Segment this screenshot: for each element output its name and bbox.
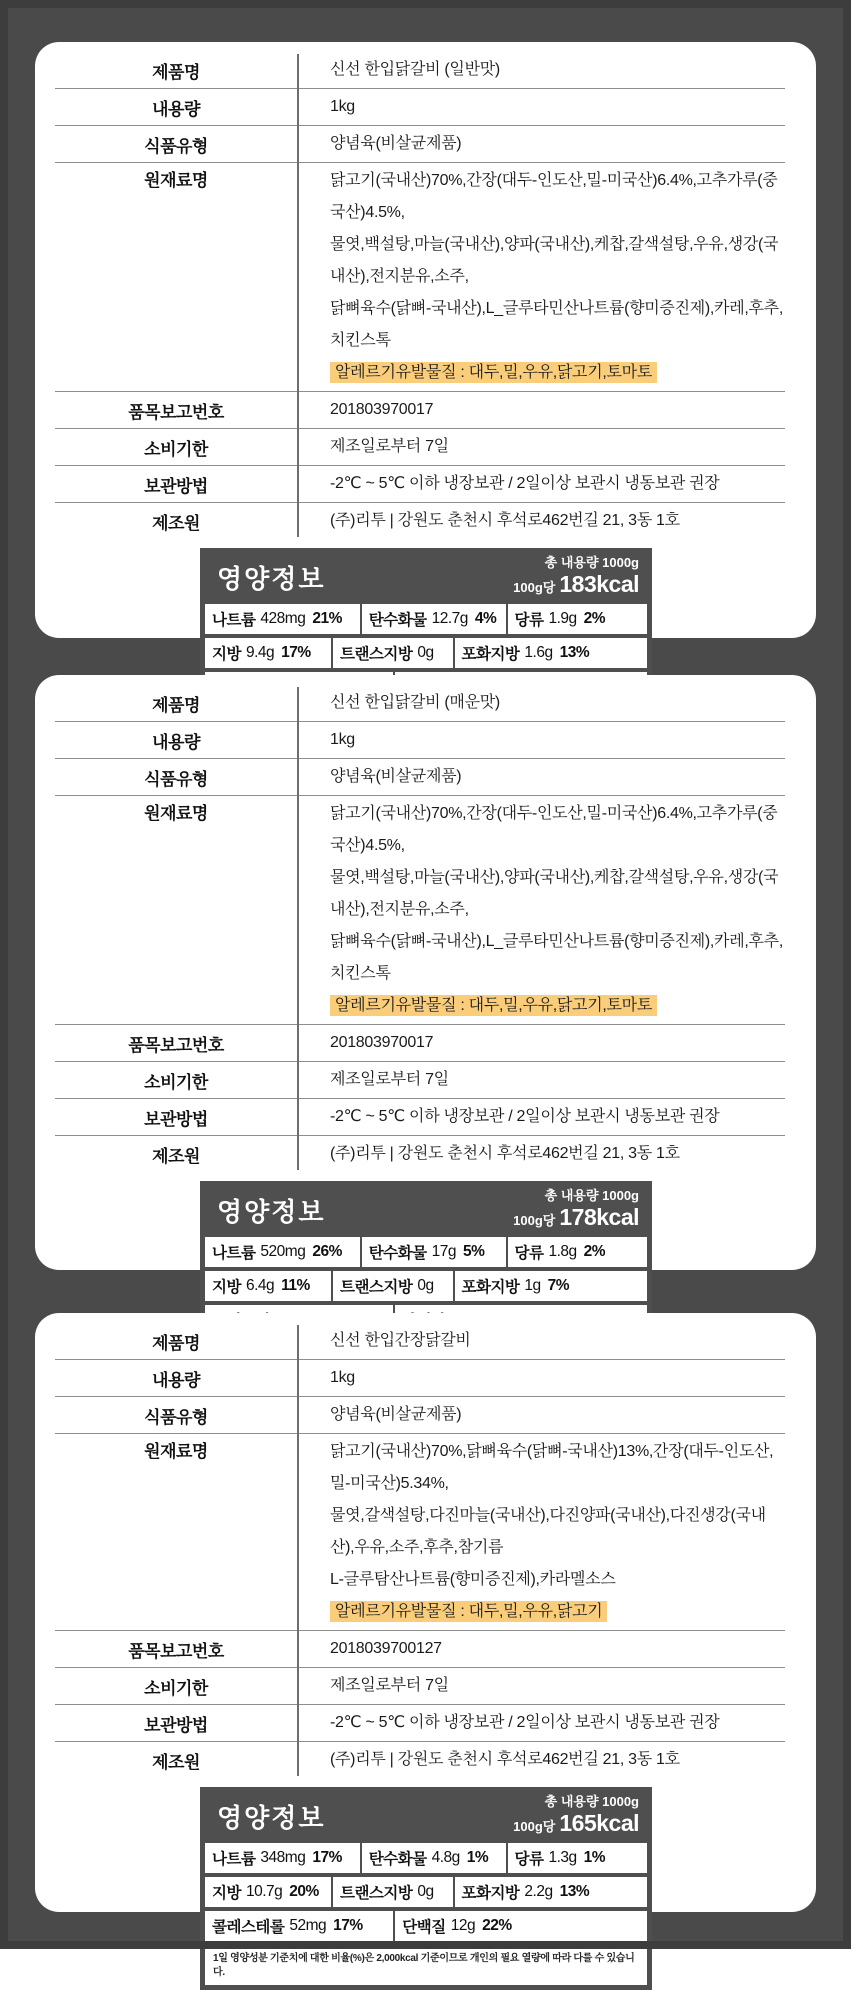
row-label: 제품명 <box>152 695 200 715</box>
row-label: 내용량 <box>152 99 200 119</box>
nutrient-name: 트랜스지방 <box>339 646 413 663</box>
row-value-line: 물엿,백설탕,마늘(국내산),양파(국내산),케찹,갈색설탕,우유,생강(국내산),전지분유,소주, <box>330 869 779 918</box>
nutrition-header <box>205 1787 647 1843</box>
nutrition-footnote: 1일 영양성분 기준치에 대한 비율(%)은 2,000kcal 기준이므로 개인의 필요 열량에 따라 다를 수 있습니다. <box>205 1946 647 1985</box>
row-value-line: 물엿,갈색설탕,다진마늘(국내산),다진양파(국내산),다진생강(국내산),우유,소주,후추,참기름 <box>330 1507 766 1556</box>
row-value <box>297 1707 785 1739</box>
nutrition-cell <box>331 1877 453 1907</box>
info-row <box>55 163 785 392</box>
info-table <box>55 685 785 1172</box>
info-row <box>55 722 785 759</box>
row-label: 제품명 <box>152 1333 200 1353</box>
nutrition-kcal-line <box>513 571 639 597</box>
row-value <box>297 1362 785 1394</box>
nutrient-amount: 17g <box>431 1243 456 1260</box>
nutrient-amount: 1.9g <box>548 610 577 627</box>
nutrition-row <box>205 1911 647 1941</box>
nutrition-cell <box>360 1237 506 1267</box>
nutrient-percent: 1% <box>466 1849 489 1866</box>
row-value-line: (주)리투 | 강원도 춘천시 후석로462번길 21, 3동 1호 <box>330 1145 680 1162</box>
nutrition-per-label: 100g당 <box>513 580 556 596</box>
info-table <box>55 1323 785 1778</box>
row-value-line: 양념육(비살균제품) <box>330 768 462 785</box>
nutrition-row <box>205 1843 647 1873</box>
info-table <box>55 52 785 539</box>
nutrition-summary <box>513 1795 639 1836</box>
nutrient-percent: 26% <box>312 1243 342 1260</box>
row-value-line: -2℃ ~ 5℃ 이하 냉장보관 / 2일이상 보관시 냉동보관 권장 <box>330 1714 720 1731</box>
nutrient-amount: 428mg <box>260 610 306 627</box>
info-row <box>55 1397 785 1434</box>
nutrient-name: 단백질 <box>402 1919 446 1936</box>
nutrition-cell <box>506 1237 647 1267</box>
row-value-line: -2℃ ~ 5℃ 이하 냉장보관 / 2일이상 보관시 냉동보관 권장 <box>330 475 720 492</box>
row-label: 원재료명 <box>144 171 208 190</box>
nutrient-amount: 1.3g <box>548 1849 577 1866</box>
info-row <box>55 1062 785 1099</box>
row-value-line: 201803970017 <box>330 401 434 418</box>
nutrient-name: 트랜스지방 <box>339 1279 413 1296</box>
nutrition-row <box>205 1237 647 1267</box>
info-row <box>55 466 785 503</box>
info-row <box>55 503 785 539</box>
nutrient-name: 탄수화물 <box>368 1851 427 1868</box>
nutrient-percent: 2% <box>583 1243 606 1260</box>
row-label: 제조원 <box>152 1146 200 1166</box>
row-label: 제조원 <box>152 513 200 533</box>
allergen-line <box>330 1596 785 1628</box>
nutrition-row <box>205 1271 647 1301</box>
info-row <box>55 126 785 163</box>
row-value-line: 제조일로부터 7일 <box>330 1677 449 1694</box>
nutrient-name: 나트륨 <box>212 612 256 629</box>
row-label: 제조원 <box>152 1752 200 1772</box>
nutrition-per-label: 100g당 <box>513 1819 556 1835</box>
nutrient-amount: 10.7g <box>245 1883 283 1900</box>
row-value-line: 201803970017 <box>330 1034 434 1051</box>
nutrient-percent: 21% <box>312 610 342 627</box>
nutrition-cell <box>360 604 506 634</box>
row-value-line: 1kg <box>330 1369 355 1386</box>
row-label: 소비기한 <box>144 1072 208 1092</box>
row-value <box>297 1027 785 1059</box>
nutrition-kcal-line <box>513 1204 639 1230</box>
nutrition-total-amount: 총 내용량 1000g <box>544 1794 639 1810</box>
nutrient-amount: 12g <box>450 1917 476 1934</box>
nutrition-cell <box>205 1877 331 1907</box>
nutrient-name: 콜레스테롤 <box>212 1919 285 1936</box>
info-row <box>55 1742 785 1778</box>
row-value-line: 물엿,백설탕,마늘(국내산),양파(국내산),케찹,갈색설탕,우유,생강(국내산),전지분유,소주, <box>330 236 779 285</box>
row-value <box>297 1064 785 1096</box>
nutrition-total-amount: 총 내용량 1000g <box>544 1188 639 1204</box>
row-value <box>297 165 785 389</box>
row-label: 보관방법 <box>144 476 208 496</box>
row-label: 원재료명 <box>144 1442 208 1461</box>
row-value <box>297 1670 785 1702</box>
nutrition-cell <box>453 1271 647 1301</box>
row-value <box>297 1633 785 1665</box>
nutrient-percent: 20% <box>289 1883 319 1900</box>
row-value-line: -2℃ ~ 5℃ 이하 냉장보관 / 2일이상 보관시 냉동보관 권장 <box>330 1108 720 1125</box>
row-value <box>297 724 785 756</box>
nutrient-percent: 13% <box>559 644 590 661</box>
nutrition-kcal: 183kcal <box>559 571 639 598</box>
row-value <box>297 798 785 1022</box>
nutrient-name: 나트륨 <box>212 1245 256 1262</box>
nutrient-amount: 1.6g <box>524 644 553 661</box>
nutrient-percent: 17% <box>281 644 311 661</box>
info-row <box>55 796 785 1025</box>
nutrient-amount: 4.8g <box>431 1849 460 1866</box>
nutrition-summary <box>513 556 639 597</box>
info-row <box>55 1705 785 1742</box>
nutrient-name: 지방 <box>212 1279 241 1296</box>
nutrient-amount: 520mg <box>260 1243 306 1260</box>
row-value-line: 신선 한입닭갈비 (매운맛) <box>330 694 500 711</box>
row-value-line: 제조일로부터 7일 <box>330 438 449 455</box>
info-row <box>55 759 785 796</box>
row-value <box>297 1325 785 1357</box>
row-label: 식품유형 <box>144 769 208 789</box>
row-label: 식품유형 <box>144 136 208 156</box>
info-row <box>55 52 785 89</box>
nutrient-name: 포화지방 <box>461 646 520 663</box>
nutrient-amount: 2.2g <box>524 1883 553 1900</box>
row-value-line: 닭고기(국내산)70%,닭뼈육수(닭뼈-국내산)13%,간장(대두-인도산,밀-미국산)5.34%, <box>330 1443 774 1492</box>
nutrient-name: 탄수화물 <box>368 1245 427 1262</box>
nutrient-amount: 0g <box>417 644 434 661</box>
nutrition-cell <box>453 1877 647 1907</box>
nutrition-cell <box>205 604 360 634</box>
product-info-card <box>35 1313 816 1978</box>
allergen-line <box>330 990 785 1022</box>
nutrient-name: 지방 <box>212 1885 241 1902</box>
nutrition-header <box>205 1181 647 1237</box>
row-value-line: 닭고기(국내산)70%,간장(대두-인도산,밀-미국산)6.4%,고추가루(중국산)4.5%, <box>330 172 778 221</box>
nutrient-name: 지방 <box>212 646 241 663</box>
nutrition-title: 영양정보 <box>217 563 326 594</box>
nutrient-percent: 11% <box>281 1277 310 1294</box>
row-label: 소비기한 <box>144 439 208 459</box>
nutrition-table <box>205 1843 647 1941</box>
product-info-card <box>35 42 816 663</box>
row-value-line: 1kg <box>330 731 355 748</box>
nutrition-kcal: 165kcal <box>559 1810 639 1837</box>
row-value <box>297 128 785 160</box>
nutrient-name: 당류 <box>514 1851 544 1868</box>
nutrition-cell <box>205 1271 331 1301</box>
allergen-highlight: 알레르기유발물질 : 대두,밀,우유,닭고기,토마토 <box>330 995 657 1016</box>
row-label: 내용량 <box>152 732 200 752</box>
nutrition-cell <box>453 638 647 668</box>
row-value-line: 닭뼈육수(닭뼈-국내산),L_글루타민산나트륨(향미증진제),카레,후추,치킨스톡 <box>330 933 783 982</box>
nutrient-amount: 0g <box>417 1277 434 1294</box>
info-row <box>55 1025 785 1062</box>
info-row <box>55 1360 785 1397</box>
row-value <box>297 91 785 123</box>
nutrition-cell <box>205 1237 360 1267</box>
info-row <box>55 1631 785 1668</box>
row-value <box>297 1436 785 1628</box>
row-label: 소비기한 <box>144 1678 208 1698</box>
nutrient-name: 탄수화물 <box>368 612 427 629</box>
row-value-line: 신선 한입간장닭갈비 <box>330 1332 471 1349</box>
info-row <box>55 1668 785 1705</box>
nutrition-kcal: 178kcal <box>559 1204 639 1231</box>
nutrient-amount: 52mg <box>289 1917 327 1934</box>
nutrient-amount: 1g <box>524 1277 541 1294</box>
nutrient-name: 포화지방 <box>461 1885 520 1902</box>
nutrient-percent: 13% <box>559 1883 590 1900</box>
row-label: 품목보고번호 <box>128 1035 224 1055</box>
nutrient-name: 나트륨 <box>212 1851 256 1868</box>
info-row <box>55 1323 785 1360</box>
nutrition-row <box>205 638 647 668</box>
row-value <box>297 54 785 86</box>
info-row <box>55 429 785 466</box>
row-value <box>297 1138 785 1170</box>
nutrition-row <box>205 604 647 634</box>
nutrient-amount: 6.4g <box>245 1277 275 1294</box>
allergen-highlight: 알레르기유발물질 : 대두,밀,우유,닭고기 <box>330 1601 607 1622</box>
nutrient-percent: 1% <box>583 1849 606 1866</box>
nutrient-amount: 1.8g <box>548 1243 577 1260</box>
nutrition-cell <box>205 1911 393 1941</box>
info-row <box>55 1434 785 1631</box>
nutrition-header <box>205 548 647 604</box>
nutrient-amount: 0g <box>417 1883 434 1900</box>
row-value <box>297 1101 785 1133</box>
nutrition-cell <box>205 638 331 668</box>
nutrient-percent: 5% <box>462 1243 485 1260</box>
allergen-line <box>330 357 785 389</box>
nutrient-amount: 348mg <box>260 1849 306 1866</box>
row-value-line: (주)리투 | 강원도 춘천시 후석로462번길 21, 3동 1호 <box>330 512 680 529</box>
nutrition-row <box>205 1877 647 1907</box>
nutrition-cell <box>331 638 453 668</box>
row-label: 내용량 <box>152 1370 200 1390</box>
row-value-line: 양념육(비살균제품) <box>330 1406 462 1423</box>
row-label: 식품유형 <box>144 1407 208 1427</box>
row-label: 보관방법 <box>144 1715 208 1735</box>
row-label: 원재료명 <box>144 804 208 823</box>
info-row <box>55 1136 785 1172</box>
nutrient-name: 포화지방 <box>461 1279 520 1296</box>
nutrition-title: 영양정보 <box>217 1802 326 1833</box>
row-value-line: L-글루탐산나트륨(향미증진제),카라멜소스 <box>330 1571 616 1588</box>
row-value-line: 제조일로부터 7일 <box>330 1071 449 1088</box>
row-value-line: (주)리투 | 강원도 춘천시 후석로462번길 21, 3동 1호 <box>330 1751 680 1768</box>
row-value <box>297 1744 785 1776</box>
nutrition-cell <box>506 1843 647 1873</box>
row-value <box>297 394 785 426</box>
nutrient-percent: 17% <box>333 1917 363 1934</box>
row-value <box>297 761 785 793</box>
info-row <box>55 392 785 429</box>
nutrient-percent: 7% <box>547 1277 570 1294</box>
nutrition-cell <box>205 1843 360 1873</box>
info-row <box>55 1099 785 1136</box>
nutrition-total-amount: 총 내용량 1000g <box>544 555 639 571</box>
nutrition-summary <box>513 1189 639 1230</box>
row-value <box>297 687 785 719</box>
nutrition-kcal-line <box>513 1810 639 1836</box>
row-value <box>297 468 785 500</box>
allergen-highlight: 알레르기유발물질 : 대두,밀,우유,닭고기,토마토 <box>330 362 657 383</box>
row-value-line: 양념육(비살균제품) <box>330 135 462 152</box>
product-info-card <box>35 675 816 1296</box>
nutrient-name: 트랜스지방 <box>339 1885 413 1902</box>
row-value-line: 2018039700127 <box>330 1640 442 1657</box>
row-label: 품목보고번호 <box>128 1641 224 1661</box>
nutrient-percent: 22% <box>482 1917 512 1934</box>
nutrient-name: 당류 <box>514 612 544 629</box>
row-label: 보관방법 <box>144 1109 208 1129</box>
info-row <box>55 685 785 722</box>
nutrition-cell <box>331 1271 453 1301</box>
info-row <box>55 89 785 126</box>
row-value-line: 닭고기(국내산)70%,간장(대두-인도산,밀-미국산)6.4%,고추가루(중국산)4.5%, <box>330 805 778 854</box>
row-value <box>297 505 785 537</box>
row-value-line: 신선 한입닭갈비 (일반맛) <box>330 61 500 78</box>
nutrient-name: 당류 <box>514 1245 544 1262</box>
nutrition-cell <box>506 604 647 634</box>
nutrition-box <box>200 1787 652 1990</box>
row-value-line: 1kg <box>330 98 355 115</box>
nutrition-title: 영양정보 <box>217 1196 326 1227</box>
row-label: 제품명 <box>152 62 200 82</box>
nutrition-per-label: 100g당 <box>513 1213 556 1229</box>
row-value <box>297 1399 785 1431</box>
row-value-line: 닭뼈육수(닭뼈-국내산),L_글루타민산나트륨(향미증진제),카레,후추,치킨스톡 <box>330 300 783 349</box>
nutrient-percent: 4% <box>474 610 497 627</box>
nutrient-percent: 17% <box>312 1849 342 1866</box>
row-value <box>297 431 785 463</box>
nutrition-cell <box>393 1911 647 1941</box>
nutrient-percent: 2% <box>583 610 606 627</box>
nutrition-cell <box>360 1843 506 1873</box>
nutrient-amount: 9.4g <box>245 644 275 661</box>
row-label: 품목보고번호 <box>128 402 224 422</box>
nutrient-amount: 12.7g <box>431 610 468 627</box>
